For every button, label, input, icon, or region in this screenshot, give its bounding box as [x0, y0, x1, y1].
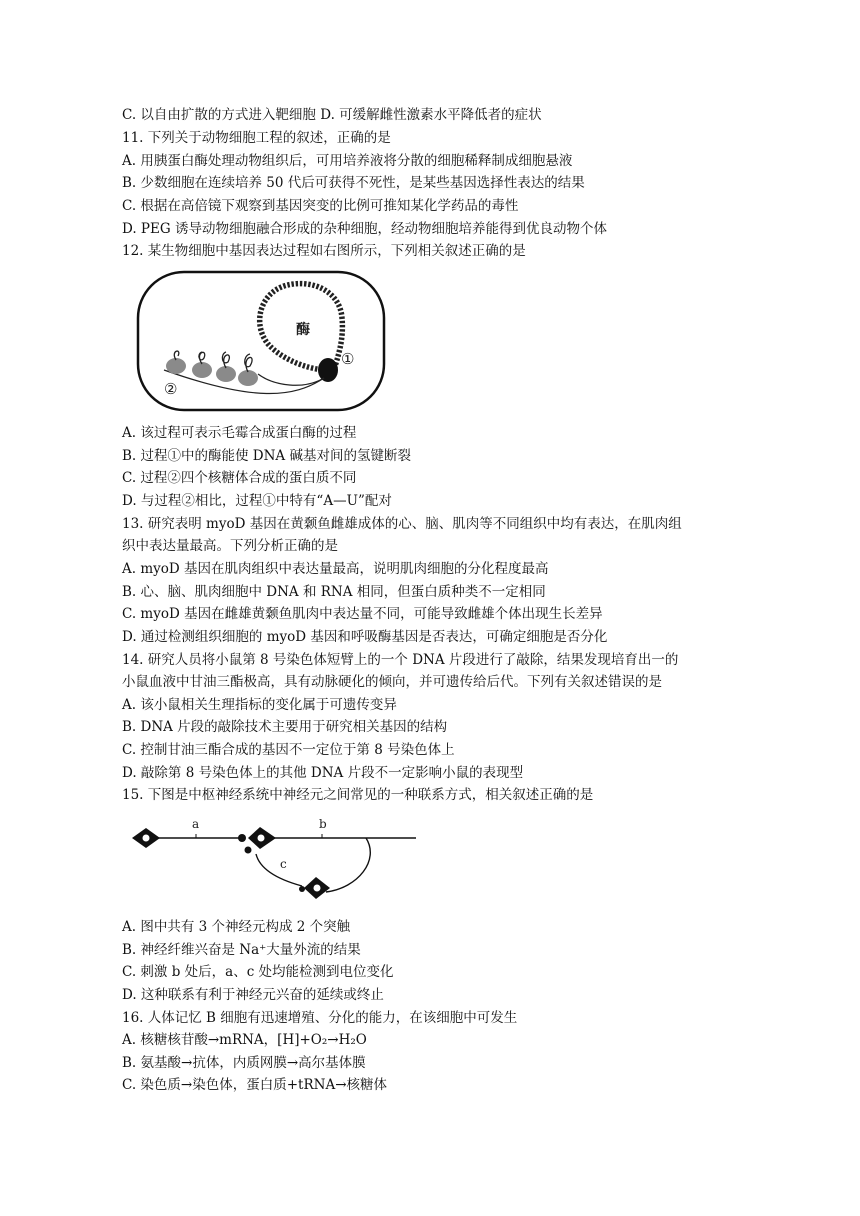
enzyme-rna-polymerase [318, 358, 338, 382]
feedback-branch [326, 838, 370, 892]
q13-option-c: C. myoD 基因在雌雄黄颡鱼肌肉中表达量不同，可能导致雌雄个体出现生长差异 [122, 606, 603, 622]
q16-option-a: A. 核糖核苷酸→mRNA，[H]+O₂→H₂O [122, 1032, 367, 1048]
neuron-2-nucleus [258, 835, 265, 842]
synapse-terminal-3 [299, 886, 305, 892]
q16-option-b: B. 氨基酸→抗体，内质网膜→高尔基体膜 [122, 1055, 366, 1071]
peptide-3 [222, 352, 229, 368]
q14-stem-line2: 小鼠血液中甘油三酯极高，具有动脉硬化的倾向，并可遗传给后代。下列有关叙述错误的是 [122, 674, 662, 690]
q13-option-d: D. 通过检测组织细胞的 myoD 基因和呼吸酶基因是否表达，可确定细胞是否分化 [122, 629, 608, 645]
ribosome-3 [216, 366, 236, 382]
ribosome-4 [238, 370, 258, 386]
q14-option-d: D. 敲除第 8 号染色体上的其他 DNA 片段不一定影响小鼠的表现型 [122, 765, 524, 781]
q15-neuron-circuit-figure [130, 810, 420, 906]
q12-option-b: B. 过程①中的酶能使 DNA 碱基对间的氢键断裂 [122, 448, 411, 464]
q15-option-d: D. 这种联系有利于神经元兴奋的延续或终止 [122, 987, 384, 1003]
q13-option-a: A. myoD 基因在肌肉组织中表达量最高，说明肌肉细胞的分化程度最高 [122, 561, 549, 577]
q14-option-c: C. 控制甘油三酯合成的基因不一定位于第 8 号染色体上 [122, 742, 455, 758]
q12-gene-expression-figure [134, 266, 390, 418]
q11-option-a: A. 用胰蛋白酶处理动物组织后，可用培养液将分散的细胞稀释制成细胞悬液 [122, 153, 573, 169]
q12-stem: 12. 某生物细胞中基因表达过程如右图所示，下列相关叙述正确的是 [122, 243, 526, 259]
neuron-3-nucleus [314, 885, 321, 892]
label-b: b [319, 817, 327, 831]
q13-stem-line1: 13. 研究表明 myoD 基因在黄颡鱼雌雄成体的心、脑、肌肉等不同组织中均有表达，在肌肉组 [122, 516, 682, 532]
q14-option-a: A. 该小鼠相关生理指标的变化属于可遗传变异 [122, 697, 397, 713]
q15-option-c: C. 刺激 b 处后，a、c 处均能检测到电位变化 [122, 964, 394, 980]
label-a: a [192, 817, 200, 831]
q15-stem: 15. 下图是中枢神经系统中神经元之间常见的一种联系方式，相关叙述正确的是 [122, 787, 594, 803]
q11-option-c: C. 根据在高倍镜下观察到基因突变的比例可推知某化学药品的毒性 [122, 198, 519, 214]
q15-option-b: B. 神经纤维兴奋是 Na⁺大量外流的结果 [122, 942, 361, 958]
q12-option-d: D. 与过程②相比，过程①中特有“A—U”配对 [122, 493, 392, 509]
q12-option-a: A. 该过程可表示毛霉合成蛋白酶的过程 [122, 425, 357, 441]
neuron-3-axon [256, 854, 302, 886]
ribosome-2 [192, 362, 212, 378]
synapse-terminal-2 [245, 847, 252, 854]
synapse-terminal-1 [238, 834, 246, 842]
process-1-label: ① [341, 350, 355, 368]
enzyme-label: 酶 [296, 322, 310, 338]
q11-option-b: B. 少数细胞在连续培养 50 代后可获得不死性，是某些基因选择性表达的结果 [122, 175, 585, 191]
q11-option-d: D. PEG 诱导动物细胞融合形成的杂种细胞，经动物细胞培养能得到优良动物个体 [122, 221, 607, 237]
q10-options-cd: C. 以自由扩散的方式进入靶细胞 D. 可缓解雌性激素水平降低者的症状 [122, 107, 542, 123]
process-2-label: ② [164, 380, 178, 398]
q13-option-b: B. 心、脑、肌肉细胞中 DNA 和 RNA 相同，但蛋白质种类不一定相同 [122, 584, 546, 600]
label-c: c [280, 857, 287, 871]
q14-stem-line1: 14. 研究人员将小鼠第 8 号染色体短臂上的一个 DNA 片段进行了敲除，结果发现培育出一的 [122, 652, 679, 668]
neuron-1-nucleus [143, 835, 150, 842]
peptide-4 [245, 354, 252, 372]
q11-stem: 11. 下列关于动物细胞工程的叙述，正确的是 [122, 130, 391, 146]
ribosome-1 [166, 358, 186, 374]
q15-option-a: A. 图中共有 3 个神经元构成 2 个突触 [122, 919, 351, 935]
q14-option-b: B. DNA 片段的敲除技术主要用于研究相关基因的结构 [122, 719, 448, 735]
q12-option-c: C. 过程②四个核糖体合成的蛋白质不同 [122, 470, 357, 486]
q13-stem-line2: 织中表达量最高。下列分析正确的是 [122, 538, 338, 554]
q16-stem: 16. 人体记忆 B 细胞有迅速增殖、分化的能力，在该细胞中可发生 [122, 1010, 518, 1026]
q16-option-c: C. 染色质→染色体，蛋白质+tRNA→核糖体 [122, 1077, 388, 1093]
